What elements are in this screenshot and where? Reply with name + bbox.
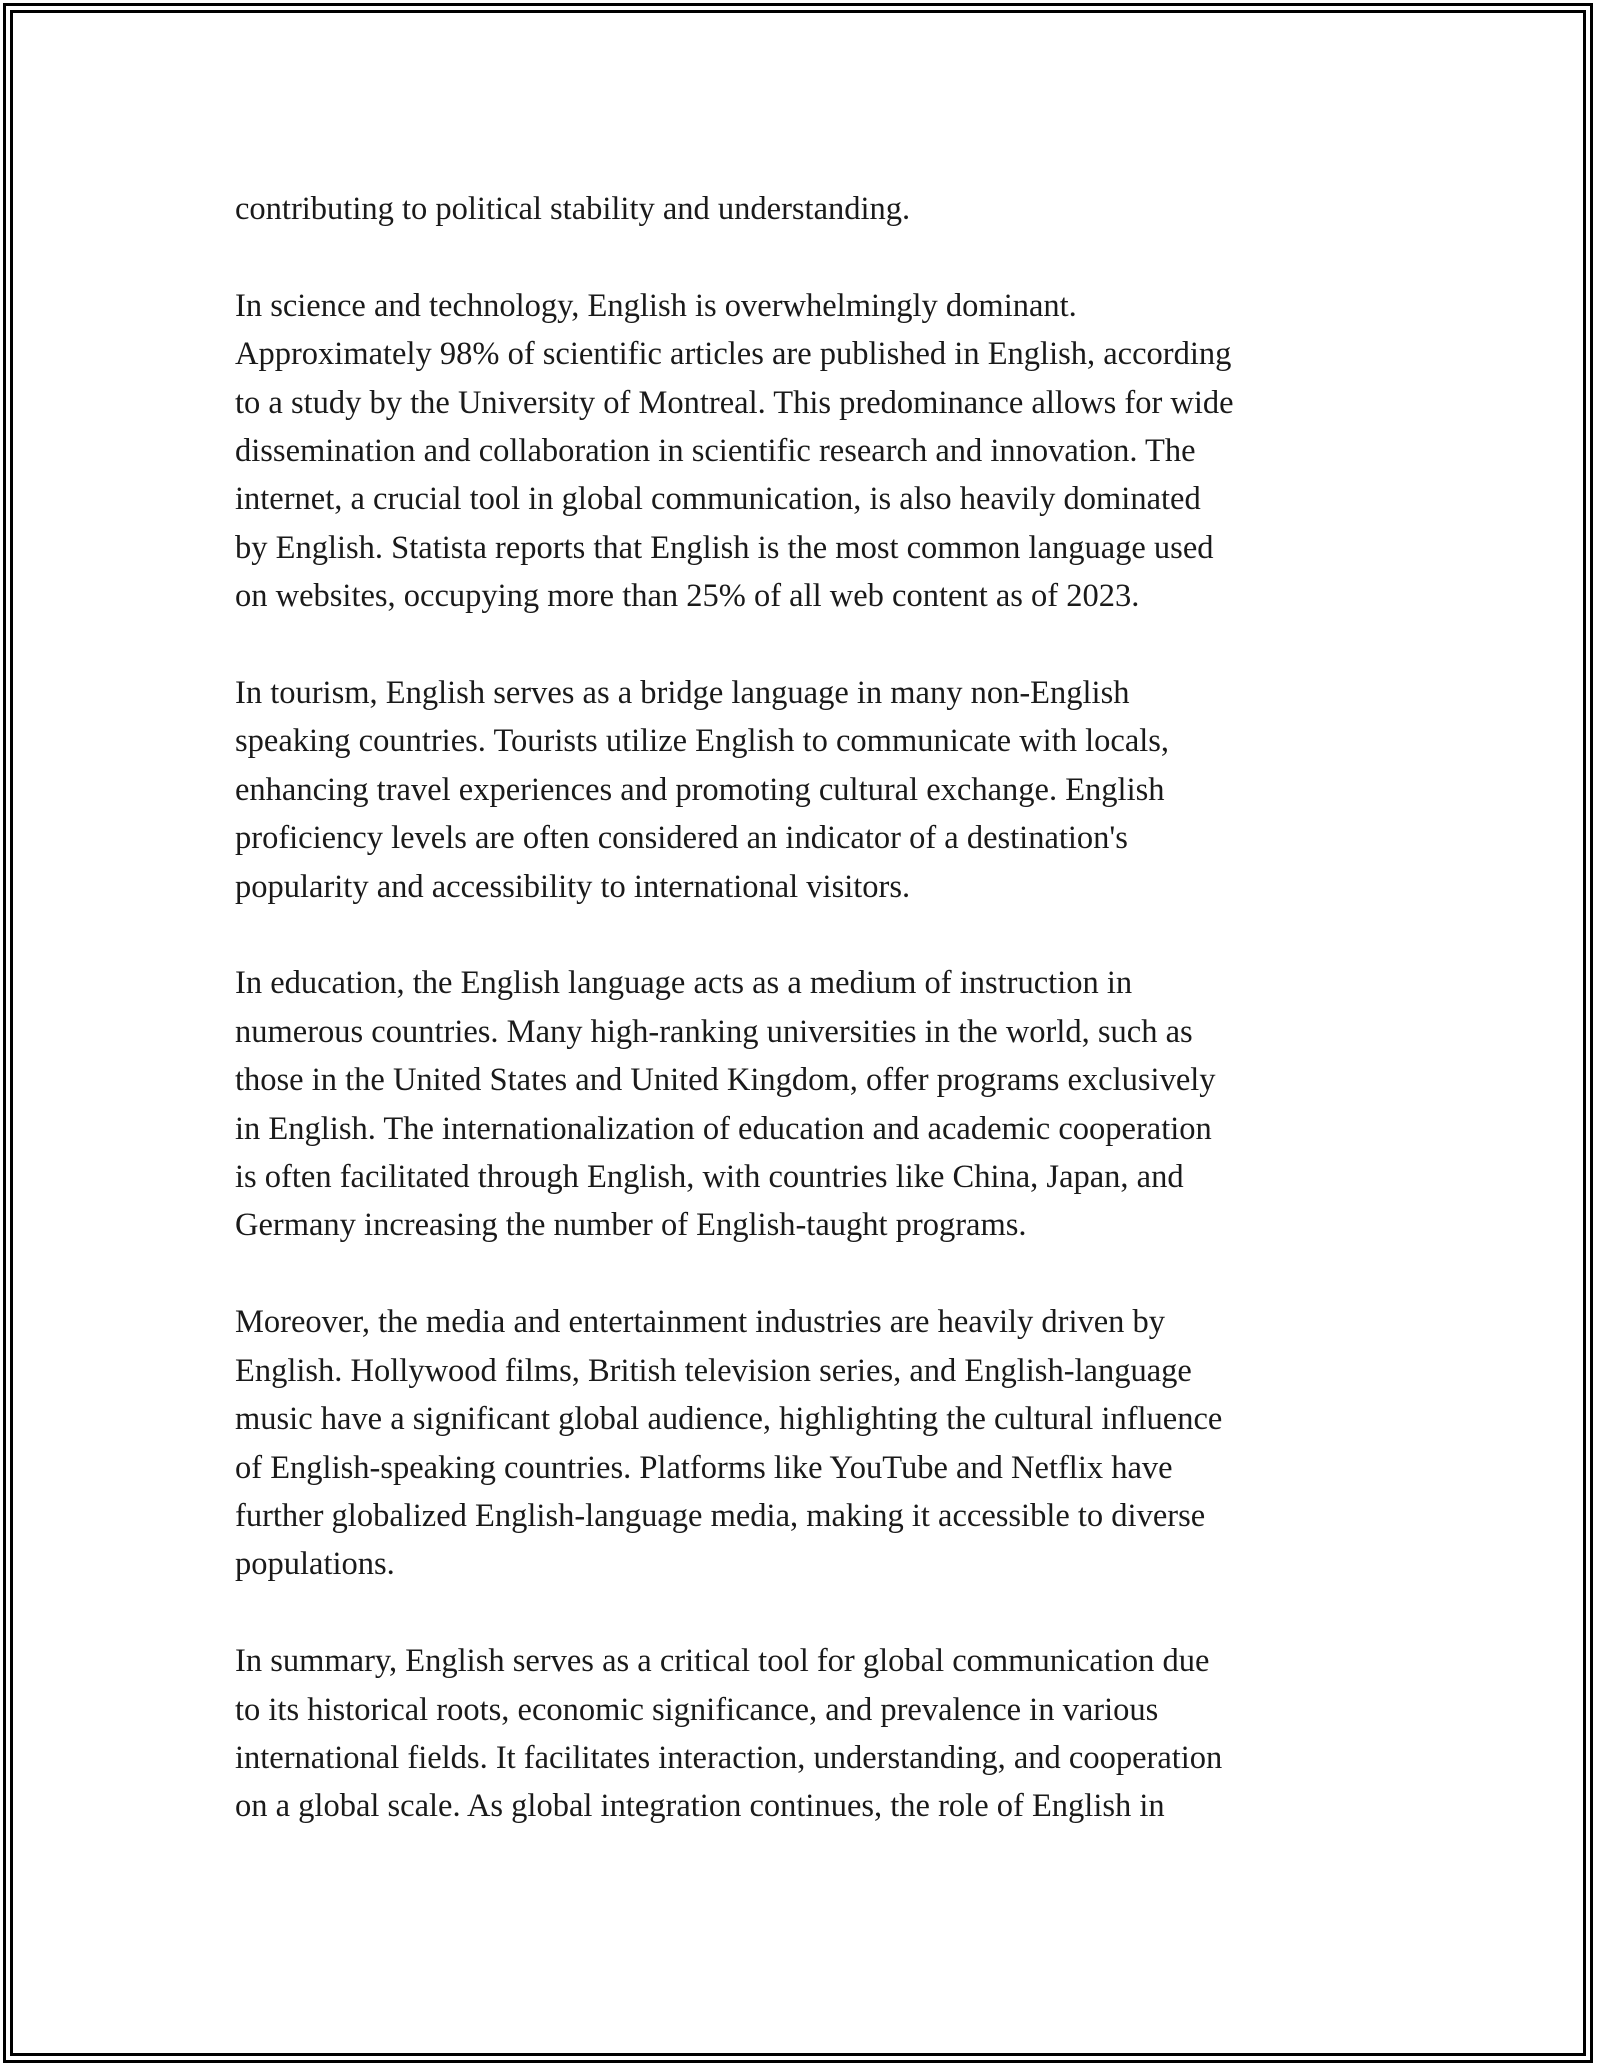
paragraph-continuation: contributing to political stability and understanding. — [235, 191, 911, 227]
document-body — [235, 185, 1375, 1831]
paragraph-media-entertainment: Moreover, the media and entertainment industries are heavily driven by English. Hollywood films, British television series, and English-language music have a significant global audience, highlighting the cultural influence of English-speaking countries. Platforms like YouTube and Netflix have further globalized English-language media, making it accessible to diverse populations. — [235, 1304, 1223, 1583]
paragraph-tourism: In tourism, English serves as a bridge language in many non-English speaking countries. Tourists utilize English to communicate with locals, enhancing travel experiences and promoting cultural exchange. English proficiency levels are often considered an indicator of a destination's popularity and accessibility to international visitors. — [235, 675, 1170, 905]
paragraph-education: In education, the English language acts as a medium of instruction in numerous countries. Many high-ranking universities in the world, such as those in the United States and United Kingdom, offer programs exclusively in English. The internationalization of education and academic cooperation is often facilitated through English, with countries like China, Japan, and Germany increasing the number of English-taught programs. — [235, 965, 1216, 1244]
paragraph-science-technology: In science and technology, English is overwhelmingly dominant. Approximately 98% of scientific articles are published in English, according to a study by the University of Montreal. This predominance allows for wide dissemination and collaboration in scientific research and innovation. The internet, a crucial tool in global communication, is also heavily dominated by English. Statista reports that English is the most common language used on websites, occupying more than 25% of all web content as of 2023. — [235, 287, 1234, 615]
paragraph-summary: In summary, English serves as a critical tool for global communication due to its historical roots, economic significance, and prevalence in various international fields. It facilitates interaction, understanding, and cooperation on a global scale. As global integration continues, the role of English in — [235, 1643, 1223, 1825]
